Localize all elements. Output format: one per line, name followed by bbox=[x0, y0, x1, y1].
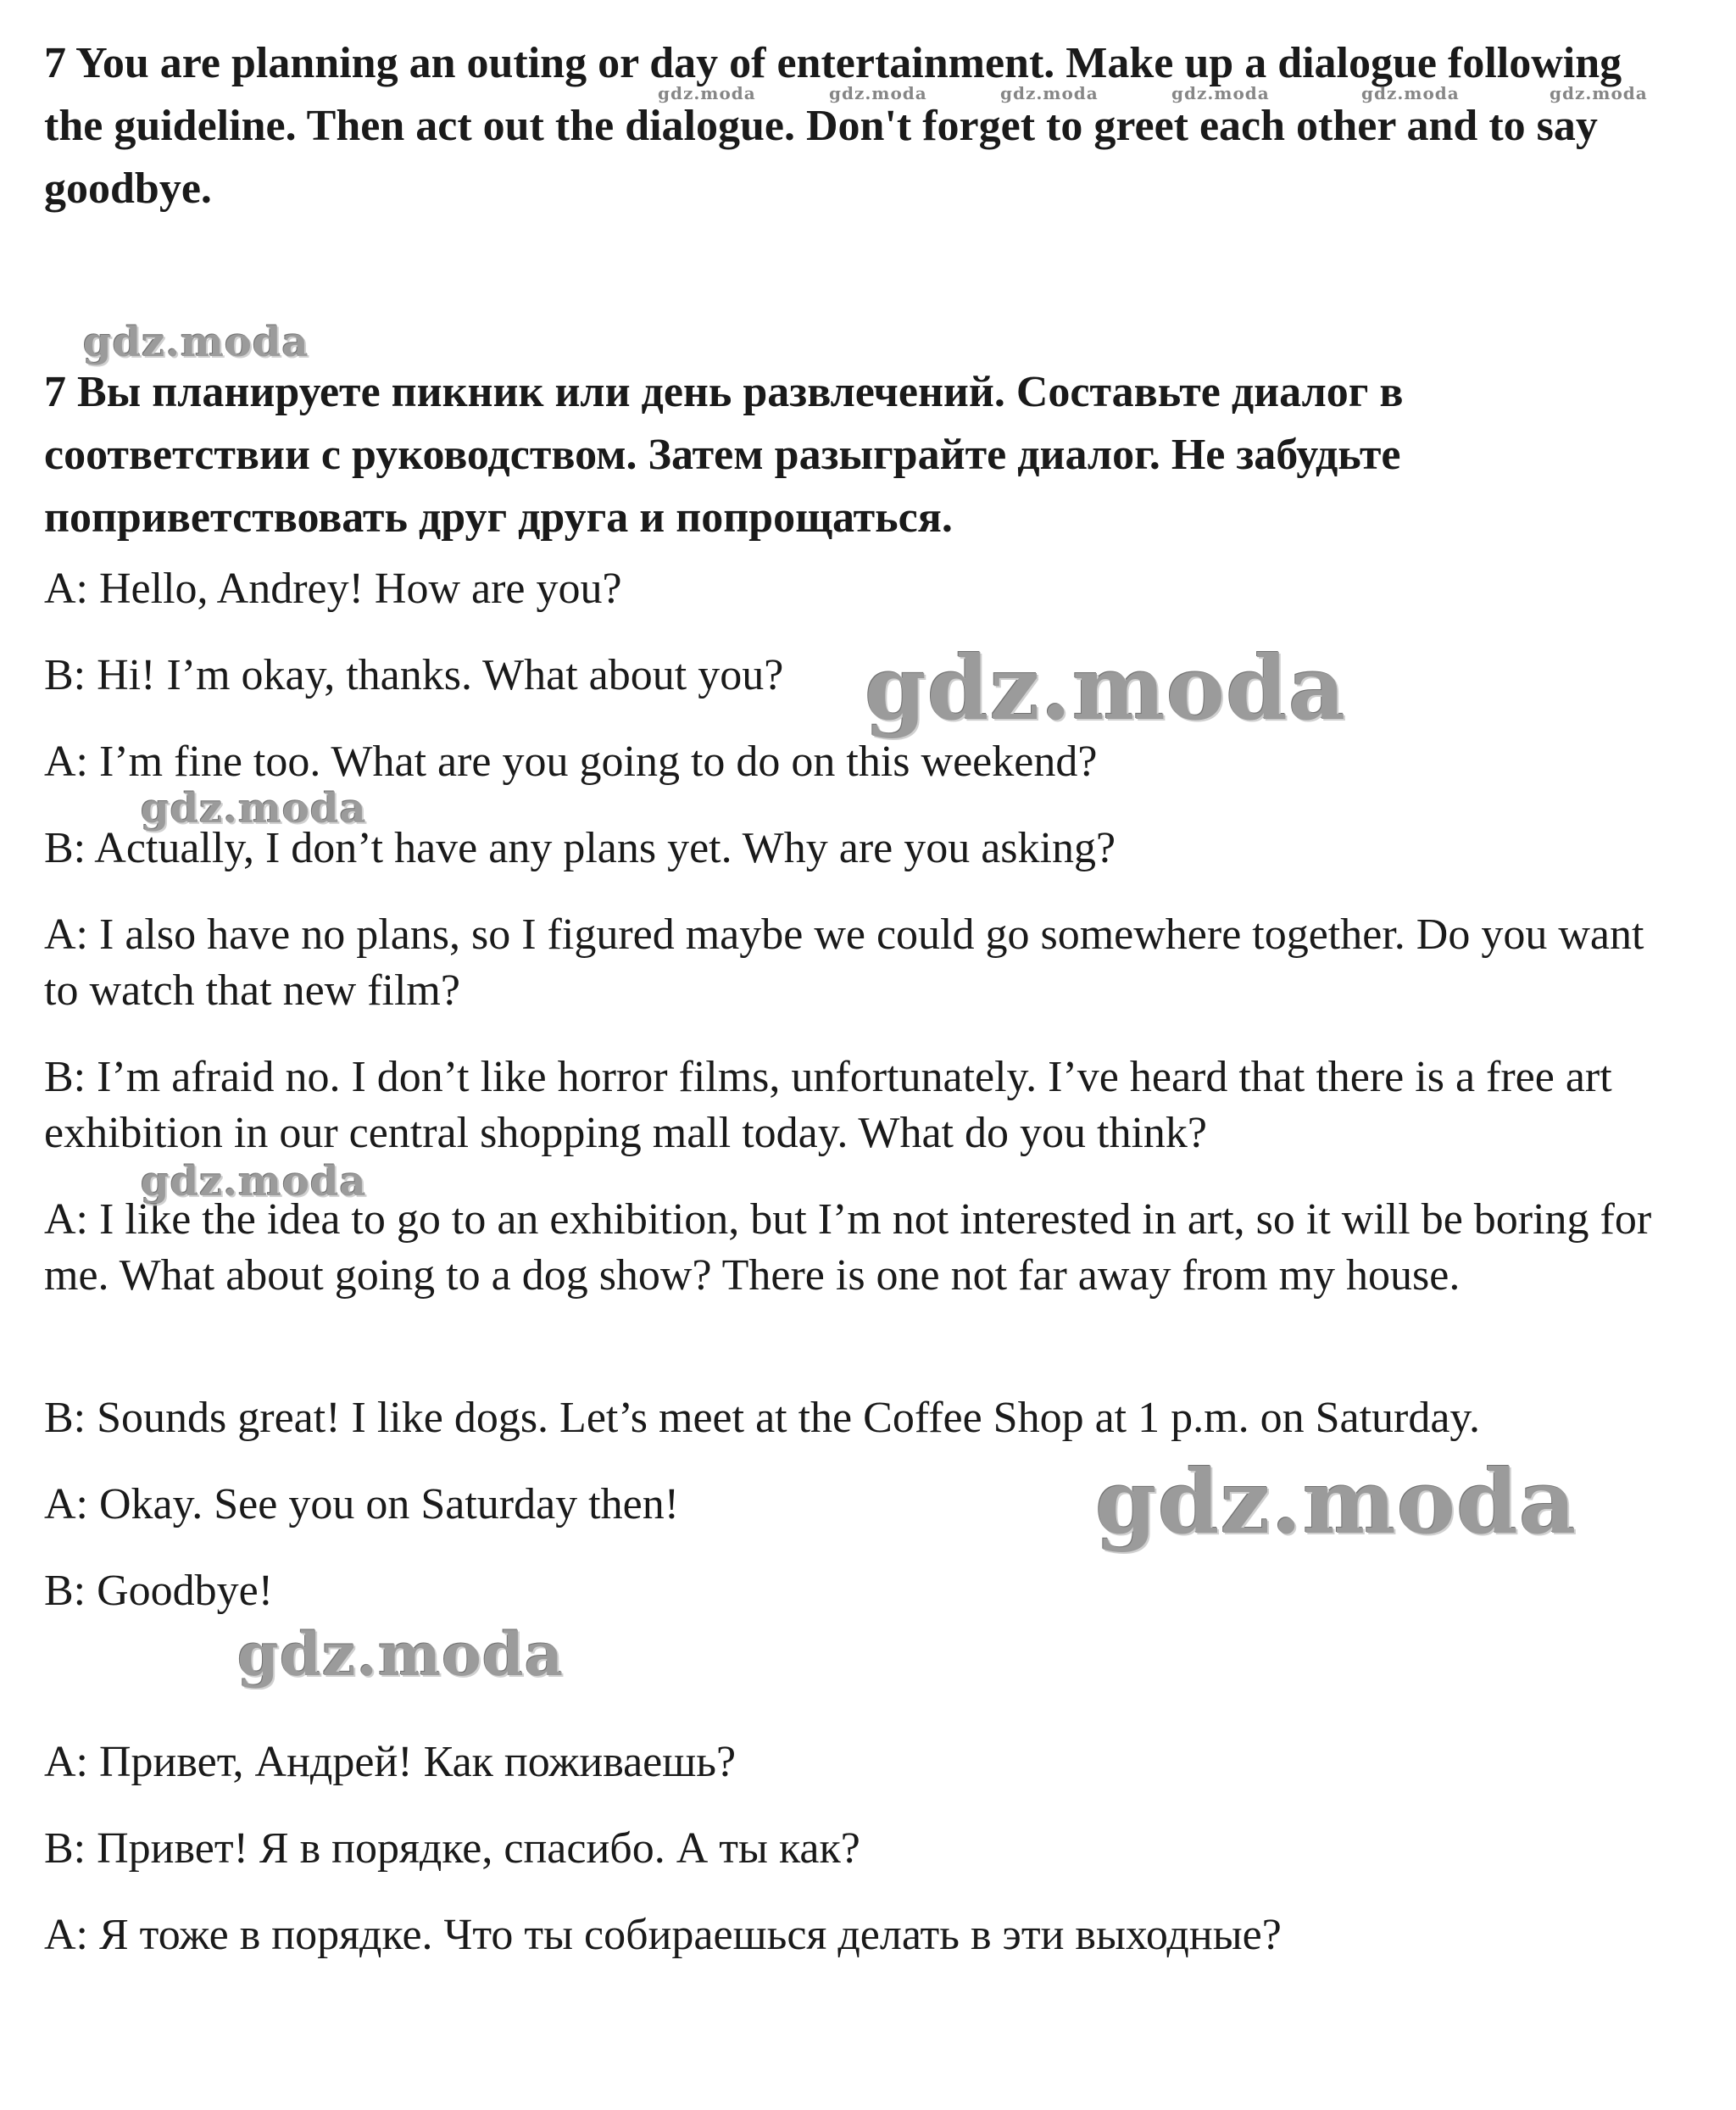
dialogue-line-9: A: Okay. See you on Saturday then! bbox=[44, 1480, 680, 1528]
watermark: gdz.moda bbox=[141, 785, 367, 832]
watermark: gdz.moda bbox=[865, 636, 1347, 740]
dialogue-line-10: B: Goodbye! bbox=[44, 1567, 274, 1615]
watermark: gdz.moda bbox=[83, 319, 309, 366]
dialogue-line-8: B: Sounds great! I like dogs. Let’s meet at the Coffee Shop at 1 p.m. on Saturday. bbox=[44, 1394, 1481, 1442]
watermark: gdz.moda bbox=[1000, 83, 1099, 103]
dialogue-ru-line-3: A: Я тоже в порядке. Что ты собираешься делать в эти выходные? bbox=[44, 1911, 1282, 1959]
dialogue-line-2: B: Hi! I’m okay, thanks. What about you? bbox=[44, 651, 784, 699]
task-english: 7 You are planning an outing or day of entertainment. Make up a dialogue following the guideline. Then act out the dialogue. Don't forget to greet each other and to say goodbye. bbox=[44, 39, 1622, 213]
watermark: gdz.moda bbox=[1095, 1450, 1577, 1554]
watermark: gdz.moda bbox=[829, 83, 927, 103]
watermark: gdz.moda bbox=[141, 1158, 367, 1205]
dialogue-line-6: B: I’m afraid no. I don’t like horror films, unfortunately. I’ve heard that there is a free art exhibition in our central shopping mall today. What do you think? bbox=[44, 1053, 1612, 1157]
watermark: gdz.moda bbox=[1361, 83, 1460, 103]
dialogue-line-3: A: I’m fine too. What are you going to do on this weekend? bbox=[44, 738, 1098, 786]
watermark: gdz.moda bbox=[1171, 83, 1270, 103]
watermark: gdz.moda bbox=[237, 1619, 565, 1690]
dialogue-ru-line-2: B: Привет! Я в порядке, спасибо. А ты как? bbox=[44, 1824, 860, 1873]
dialogue-line-5: A: I also have no plans, so I figured maybe we could go somewhere together. Do you want to watch that new film? bbox=[44, 910, 1644, 1015]
task-russian: 7 Вы планируете пикник или день развлечений. Составьте диалог в соответствии с руководством. Затем разыграйте диалог. Не забудьте поприветствовать друг друга и попрощаться. bbox=[44, 368, 1404, 542]
dialogue-ru-line-1: A: Привет, Андрей! Как поживаешь? bbox=[44, 1738, 737, 1786]
watermark: gdz.moda bbox=[658, 83, 756, 103]
dialogue-line-1: A: Hello, Andrey! How are you? bbox=[44, 565, 622, 613]
dialogue-line-7: A: I like the idea to go to an exhibition, but I’m not interested in art, so it will be boring for me. What about going to a dog show? There is one not far away from my house. bbox=[44, 1195, 1652, 1300]
dialogue-line-4: B: Actually, I don’t have any plans yet. Why are you asking? bbox=[44, 824, 1116, 872]
watermark: gdz.moda bbox=[1550, 83, 1648, 103]
